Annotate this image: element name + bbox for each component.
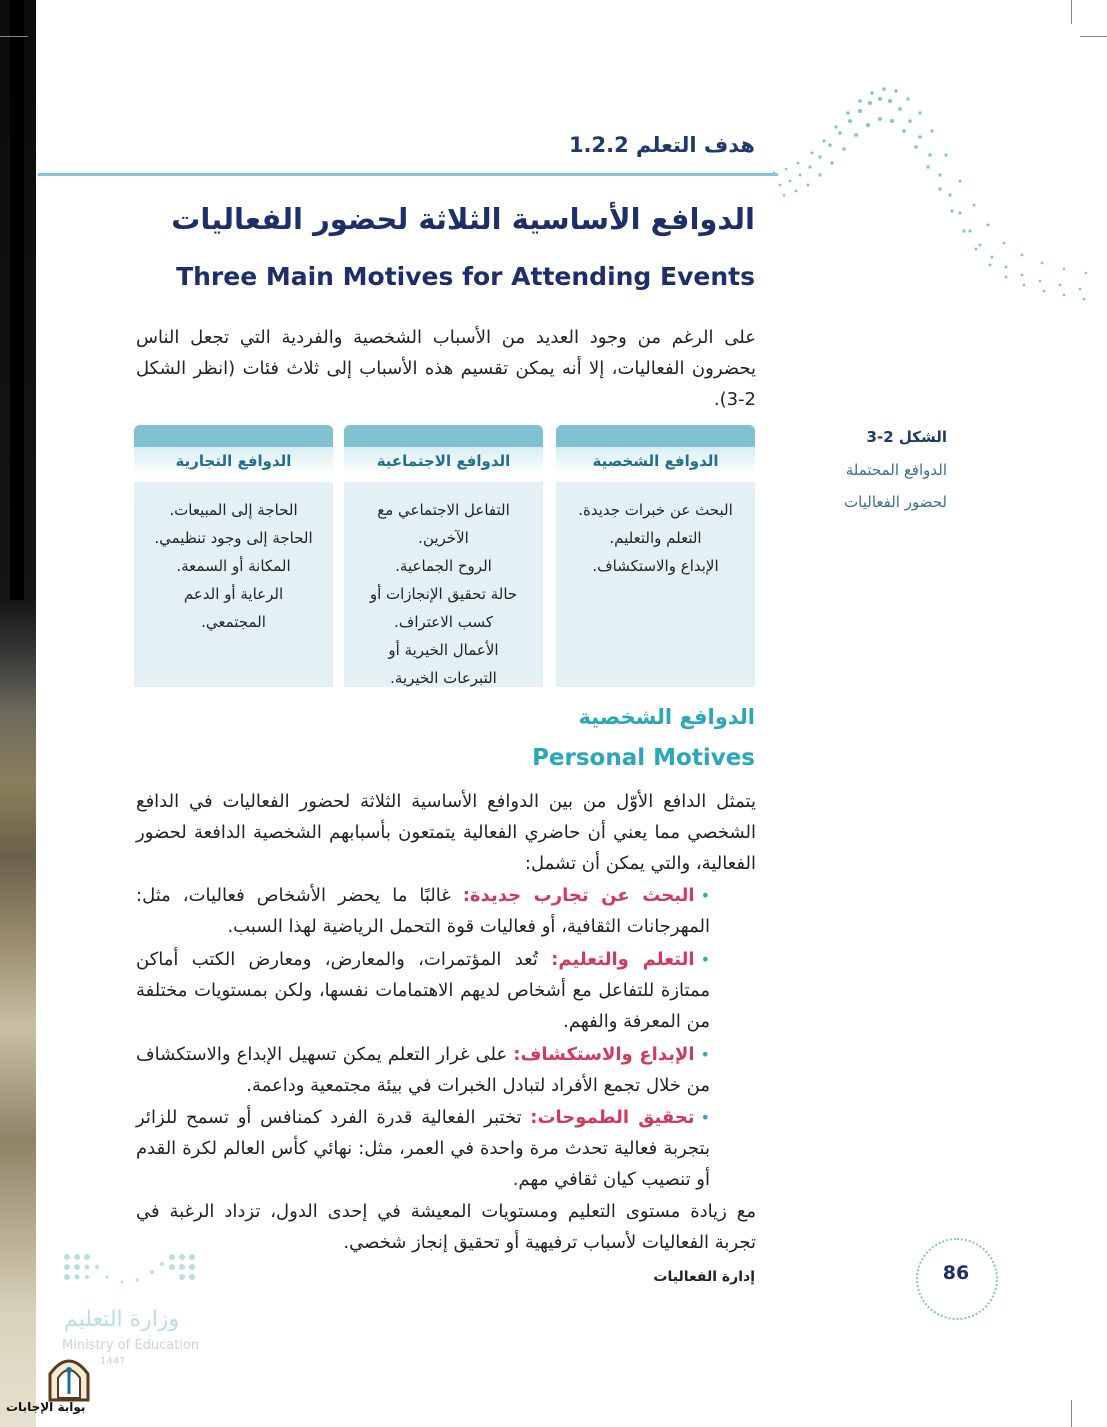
bullet-item — [136, 1039, 710, 1101]
portal-logo-icon — [46, 1350, 92, 1402]
page-title-english: Three Main Motives for Attending Events — [176, 262, 755, 291]
bullet-dot-icon: • — [700, 950, 710, 969]
column-header-social — [344, 425, 543, 475]
portal-label: بوابة الإجابات — [6, 1400, 86, 1414]
list-item: الرعاية أو الدعم — [183, 585, 284, 603]
ministry-year: 1447 — [100, 1356, 126, 1367]
crop-mark — [1071, 0, 1072, 24]
left-black-band — [10, 0, 24, 600]
list-item: البحث عن خبرات جديدة. — [578, 501, 733, 519]
column-body-personal — [556, 482, 755, 687]
intro-paragraph: على الرغم من وجود العديد من الأسباب الشخصية والفردية التي تجعل الناس يحضرون الفعاليات، إلا أنه يمكن تقسيم هذه الأسباب إلى ثلاث فئات (انظر الشكل 2-3). — [136, 327, 756, 410]
bullet-keyword: البحث عن تجارب جديدة: — [462, 885, 695, 906]
figure-caption-line1: الدوافع المحتملة — [845, 461, 947, 479]
decorative-dot-wave — [760, 85, 1105, 315]
column-body-social — [344, 482, 543, 687]
figure-caption-line2: لحضور الفعاليات — [844, 493, 947, 511]
ministry-name-arabic: وزارة التعليم — [64, 1307, 180, 1332]
bullet-item — [136, 1102, 710, 1195]
learning-objective-label: هدف التعلم 1.2.2 — [568, 133, 755, 157]
column-header-personal — [556, 425, 755, 475]
bullet-keyword: التعلم والتعليم: — [551, 949, 695, 970]
section-intro-paragraph: يتمثل الدافع الأوّل من بين الدوافع الأساسية الثلاثة لحضور الفعاليات في الدافع الشخصي مما يعني أن حاضري الفعالية يتمتعون بأسبابهم الشخصية الدافعة لحضور الفعالية، والتي يمكن أن تشمل: — [136, 791, 756, 874]
column-title: الدوافع التجارية — [175, 452, 292, 470]
list-item: الروح الجماعية. — [395, 557, 492, 575]
column-title: الدوافع الشخصية — [592, 452, 719, 470]
bullet-dot-icon: • — [700, 1045, 710, 1064]
crop-mark — [1071, 1400, 1072, 1427]
crop-mark — [0, 36, 28, 37]
list-item: الإبداع والاستكشاف. — [592, 557, 719, 575]
section-title-arabic: الدوافع الشخصية — [578, 705, 755, 729]
list-item: الحاجة إلى وجود تنظيمي. — [154, 529, 313, 547]
bullet-text: على غرار التعلم يمكن تسهيل الإبداع والاستكشاف من خلال تجمع الأفراد لتبادل الخبرات في بيئة مجتمعية وداعمة. — [136, 1044, 710, 1096]
bullet-item — [136, 944, 710, 1037]
column-body-commercial — [134, 482, 333, 687]
bullet-text: تختبر الفعالية قدرة الفرد كمنافس أو تسمح للزائر بتجربة فعالية تحدث مرة واحدة في العمر، مثل: نهائي كأس العالم لكرة القدم أو تنصيب كيان ثقافي مهم. — [136, 1107, 710, 1190]
list-item: المجتمعي. — [201, 613, 266, 631]
ministry-logo-dots — [62, 1252, 198, 1292]
bullet-dot-icon: • — [700, 886, 711, 905]
list-item: التبرعات الخيرية. — [390, 669, 497, 687]
bullet-item — [136, 880, 710, 942]
column-title: الدوافع الاجتماعية — [376, 452, 511, 470]
list-item: الأعمال الخيرية أو — [388, 641, 499, 659]
list-item: الحاجة إلى المبيعات. — [169, 501, 298, 519]
page-number: 86 — [942, 1262, 970, 1284]
list-item: التعلم والتعليم. — [609, 529, 702, 547]
book-title: إدارة الفعاليات — [653, 1269, 755, 1285]
bullet-keyword: الإبداع والاستكشاف: — [513, 1044, 695, 1065]
list-item: كسب الاعتراف. — [394, 613, 493, 631]
bullet-keyword: تحقيق الطموحات: — [530, 1107, 695, 1128]
column-header-commercial — [134, 425, 333, 475]
section-title-english: Personal Motives — [532, 745, 755, 771]
list-item: التفاعل الاجتماعي مع — [377, 501, 510, 519]
crop-mark — [1080, 36, 1107, 37]
list-item: حالة تحقيق الإنجازات أو — [369, 585, 518, 603]
ministry-name-english: Ministry of Education — [62, 1338, 200, 1353]
page-title-arabic: الدوافع الأساسية الثلاثة لحضور الفعاليات — [171, 202, 755, 236]
header-divider — [38, 173, 778, 176]
bullet-text: غالبًا ما يحضر الأشخاص فعاليات، مثل: المهرجانات الثقافية، أو فعاليات قوة التحمل الرياضية لهذا السبب. — [136, 885, 710, 937]
closing-paragraph: مع زيادة مستوى التعليم ومستويات المعيشة في إحدى الدول، تزداد الرغبة في تجربة الفعاليات لأسباب ترفيهية أو تحقيق إنجاز شخصي. — [136, 1201, 756, 1253]
list-item: المكانة أو السمعة. — [176, 557, 291, 575]
bullet-text: تُعد المؤتمرات، والمعارض، ومعارض الكتب أماكن ممتازة للتفاعل مع أشخاص لديهم الاهتمامات نفسها، ولكن بمستويات مختلفة من المعرفة والفهم. — [136, 949, 710, 1032]
list-item: الآخرين. — [418, 529, 469, 547]
bullet-dot-icon: • — [700, 1108, 710, 1127]
figure-number: الشكل 2-3 — [866, 428, 947, 446]
